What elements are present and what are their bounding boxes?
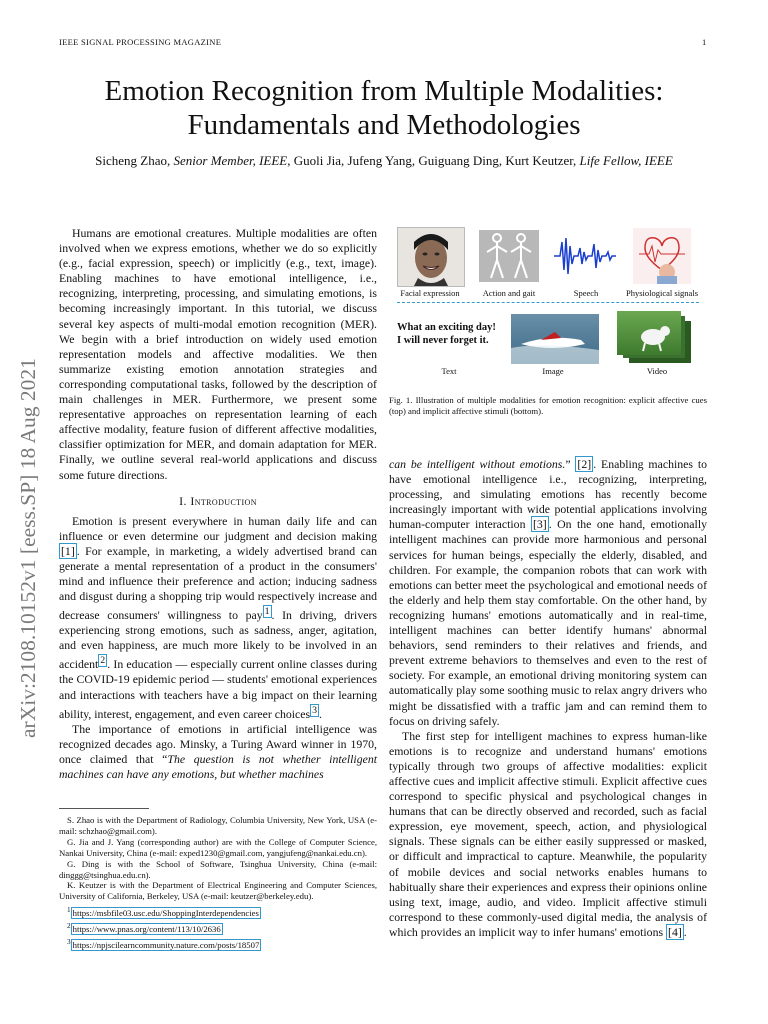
left-column [59, 226, 377, 782]
text-sample [397, 321, 507, 347]
intro-paragraph-2 [59, 722, 377, 782]
url-footnote-3 [59, 937, 377, 951]
right-column [389, 457, 707, 940]
face-icon [398, 228, 464, 286]
affiliation-keutzer: K. Keutzer is with the Department of Electrical Engineering and Computer Sciences, University of California, Berkeley, USA (e-mail: keutzer@berkeley.edu). [59, 880, 377, 902]
footnote-link-1[interactable]: 1 [264, 606, 270, 618]
url-footnote-link[interactable]: https://npjscilearncommunity.nature.com/posts/18507 [72, 939, 260, 950]
author-others: , Guoli Jia, Jufeng Yang, Guiguang Ding, Kurt Keutzer, [287, 153, 580, 168]
url-footnote-number: 2 [67, 922, 71, 931]
affiliation-jia-yang: G. Jia and J. Yang (corresponding author) are with the College of Computer Science, Nankai University, China (e-mail: exped1230@gmail.com, yangjufeng@nankai.edu.cn). [59, 836, 377, 858]
journal-header: IEEE SIGNAL PROCESSING MAGAZINE [59, 37, 222, 47]
label-facial-expression: Facial expression [400, 288, 460, 298]
skeleton-icon [479, 230, 539, 282]
minsky-quote-part-1: The question is not whether intelligent machines can have any emotions, but whether machines [59, 751, 377, 781]
footnote-rule [59, 808, 149, 809]
figure-1 [389, 222, 707, 382]
arxiv-stamp-text: arXiv:2108.10152v1 [eess.SP] 18 Aug 2021 [16, 358, 40, 738]
intro-paragraph-1 [59, 514, 377, 722]
citation-link-4[interactable]: [4] [668, 924, 682, 939]
citation-link-2[interactable]: [2] [577, 457, 592, 471]
affiliation-ding: G. Ding is with the School of Software, Tsinghua University, China (e-mail: dinggg@tsinghua.edu.cn). [59, 858, 377, 880]
intro-paragraph-2-continued [389, 457, 707, 729]
text-sample-line-2: I will never forget it. [397, 335, 489, 346]
intro-p1-text-e: . [319, 706, 322, 721]
citation-link-1[interactable]: [1] [61, 543, 75, 558]
intro-p1-text-c: . In driving, drivers experiencing strong emotions, such as sadness, anger, agitation, and even happiness, are much more likely to be involved in an accident [59, 608, 377, 672]
url-footnote-1 [59, 905, 377, 919]
speech-waveform [554, 234, 616, 278]
intro-p1-text-a: Emotion is present everywhere in human daily life and can influence or even determine our judgment and decision making [59, 513, 377, 543]
title-line-2: Fundamentals and Methodologies [187, 109, 581, 141]
label-physiological-signals: Physiological signals [625, 288, 698, 298]
intro-p4-end: . [683, 924, 687, 939]
url-footnote-number: 3 [67, 937, 71, 946]
intro-p2-text: The importance of emotions in artificial intelligence was recognized decades ago. Minsky, a Turing Award winner in 1970, once claimed that “ [59, 721, 377, 766]
author-role-fellow: Life Fellow, IEEE [579, 153, 673, 168]
url-footnotes [59, 905, 377, 950]
facial-expression-image [397, 227, 465, 287]
url-footnote-2 [59, 921, 377, 935]
intro-paragraph-3 [389, 729, 707, 940]
citation-link-3[interactable]: [3] [532, 517, 547, 532]
title-line-1: Emotion Recognition from Multiple Modalities: [104, 75, 664, 107]
image-sample-boat [511, 314, 599, 364]
footnote-link-3[interactable]: 3 [312, 704, 318, 716]
footnotes [59, 815, 377, 951]
url-footnote-number: 1 [67, 906, 71, 915]
intro-p3-text-a: . Enabling machines to have emotional intelligence i.e., recognizing, interpreting, processing, and simulating emotions has recently become increasingly important with wide potential applications involving human-computer interaction [389, 457, 707, 532]
section-title: Introduction [190, 493, 257, 508]
heart-brain-icon [633, 228, 691, 284]
affiliation-zhao: S. Zhao is with the Department of Radiology, Columbia University, New York, USA (e-mail: schzhao@gmail.com). [59, 815, 377, 836]
label-image: Image [542, 366, 564, 376]
minsky-quote-part-2: can be intelligent without emotions. [389, 457, 566, 471]
label-action-gait: Action and gait [482, 288, 536, 298]
waveform-icon [554, 234, 616, 278]
section-number: I. [179, 493, 191, 508]
video-frame-front [617, 311, 681, 355]
physiological-signals-image [633, 228, 691, 284]
intro-p1-text-d: . In education — especially current online classes during the COVID-19 epidemic period — students' emotional experiences and interactions with teachers have a big impact on their learning ability, interest, engagement, and even career choices [59, 657, 377, 721]
url-footnote-link[interactable]: https://www.pnas.org/content/113/10/2636 [72, 923, 221, 934]
label-video: Video [646, 366, 668, 376]
dog-icon [617, 311, 681, 355]
label-speech: Speech [573, 288, 599, 298]
url-footnote-link[interactable]: https://msbfile03.usc.edu/ShoppingInterdependencies [72, 908, 259, 919]
footnote-link-2[interactable]: 2 [100, 655, 106, 667]
page-number: 1 [702, 37, 707, 47]
label-text: Text [441, 366, 457, 376]
arxiv-stamp [13, 268, 41, 738]
abstract: Humans are emotional creatures. Multiple modalities are often involved when we express emotions, whether we do so explicitly (e.g., facial expression, speech) or implicitly (e.g., text, image). Enabling machines to have emotional intelligence, i.e., recognizing, interpreting, processing, and simulating emotions, is becoming increasingly important. In this tutorial, we discuss several key aspects of multi-modal emotion recognition (MER). We begin with a brief introduction on widely used emotion representation models and affective modalities. We then summarize existing emotion annotation strategies and corresponding computational tasks, followed by the description of main challenges in MER. Furthermore, we present some representative approaches on representation learning of each affective modality, feature fusion of different affective modalities, classifier optimization for MER, and domain adaptation for MER. Finally, we outline several real-world applications and discuss some future directions. [59, 226, 377, 482]
intro-p3-text-b: . On the one hand, emotionally intelligent machines can provide more harmonious and personal services for human beings, especially the elderly, disabled, and children. For example, the companion robots that can work with emotions can better meet the psychological and emotional needs of the elderly and help them stay comfortable. On the other hand, by recognizing humans' emotions automatically and in real-time, intelligent machines can better identify humans' abnormal behaviors, send reminders to their relatives and friends, and prevent extreme behaviors to themselves and even to the rest of society. For example, an emotional driving monitoring system can automatically play some soothing music to relax angry drivers who might be dissatisfied with a traffic jam and can remind them to focus on driving safely. [389, 517, 707, 728]
author-role-senior: Senior Member, IEEE [173, 153, 288, 168]
quote-close: ” [565, 457, 576, 471]
figure-divider [397, 302, 699, 303]
section-heading-introduction [59, 494, 377, 509]
author-list [0, 153, 768, 169]
author-zhao: Sicheng Zhao, [95, 153, 174, 168]
speedboat-icon [511, 314, 599, 364]
paper-title [0, 74, 768, 142]
figure-caption: Fig. 1. Illustration of multiple modalities for emotion recognition: explicit affective cues (top) and implicit affective stimuli (bottom). [389, 395, 707, 416]
intro-p4-text: The first step for intelligent machines to express human-like emotions is to recognize and understand humans' emotions typically through two groups of affective modalities: explicit affective cues and implicit affective stimuli. Explicit affective cues correspond to specific physical and psychological changes in humans that can be directly observed and recorded, such as facial expression, eye movement, speech, action, and physiological signals. These signals can be either easily suppressed or masked, or difficult and impractical to capture. Meanwhile, the popularity of mobile devices and social networks enables humans to habitually share their experiences and express their opinions online using text, image, audio, and video. Implicit affective stimuli correspond to these commonly-used digital media, the analysis of which provides an implicit way to infer humans' emotions [389, 728, 707, 939]
text-sample-line-1: What an exciting day! [397, 322, 496, 333]
intro-p1-text-b: . For example, in marketing, a widely advertised brand can generate a mental representation of a product in the consumers' mind and influence their preference and action; inducing sadness and disgust during a shopping trip would respectively increase and decrease consumers' willingness to pay [59, 543, 377, 623]
action-gait-image [479, 230, 539, 282]
